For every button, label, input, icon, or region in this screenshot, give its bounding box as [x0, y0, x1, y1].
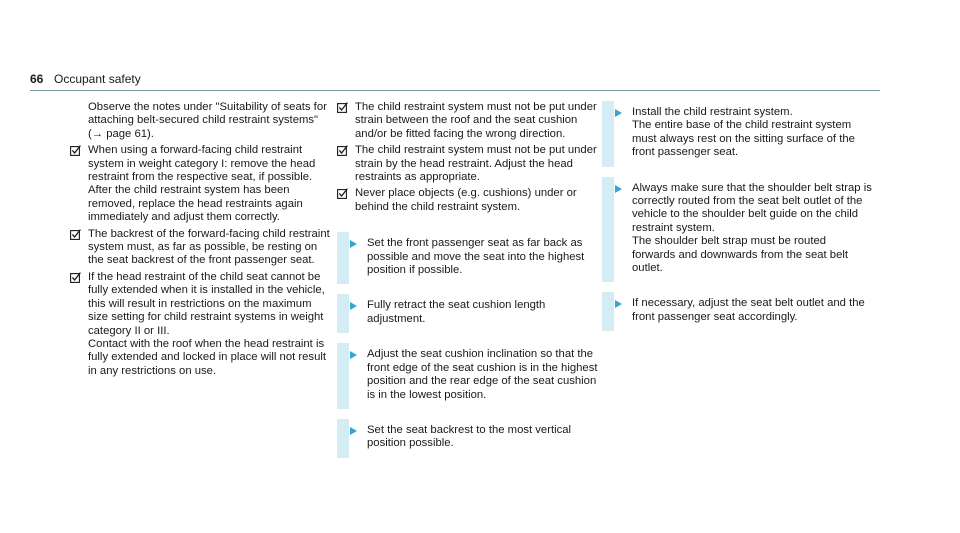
- check-box-icon: [337, 102, 348, 113]
- check-item: [337, 187, 599, 214]
- check-item: [70, 228, 330, 268]
- step-item: [337, 232, 599, 284]
- check-box-icon: [70, 229, 81, 240]
- step-bar: [337, 343, 349, 409]
- check-box-icon: [70, 145, 81, 156]
- check-item: [337, 101, 599, 141]
- check-text: The child restraint system must not be put under strain between the roof and the seat cushion and/or be fitted facing the wrong direction.: [355, 101, 597, 140]
- step-bar: [337, 419, 349, 458]
- intro-paragraph: [70, 101, 330, 141]
- step-arrow-icon: [350, 351, 357, 359]
- check-subtext: After the child restraint system has been removed, replace the head restraints again immediately and adjust them correctly.: [88, 184, 303, 224]
- step-bar: [337, 294, 349, 333]
- check-item: [70, 271, 330, 378]
- step-arrow-icon: [350, 240, 357, 248]
- step-text: If necessary, adjust the seat belt outlet and the front passenger seat accordingly.: [632, 297, 865, 323]
- step-item: [337, 294, 599, 333]
- step-text: Install the child restraint system.: [632, 106, 793, 118]
- step-text: Fully retract the seat cushion length adjustment.: [367, 299, 546, 325]
- step-bar: [337, 232, 349, 284]
- check-box-icon: [337, 188, 348, 199]
- page-number: 66: [30, 72, 44, 86]
- column-1: [70, 101, 330, 381]
- step-arrow-icon: [615, 300, 622, 308]
- intro-text: Observe the notes under "Suitability of seats for attaching belt-secured child restraint systems" (→ page 61).: [88, 101, 327, 140]
- column-2: [337, 101, 599, 468]
- step-item: [602, 177, 872, 283]
- step-arrow-icon: [615, 185, 622, 193]
- check-text: The child restraint system must not be put under strain by the head restraint. Adjust the head restraints as appropriate.: [355, 144, 597, 184]
- header-divider: [30, 90, 880, 91]
- step-item: [337, 343, 599, 409]
- step-bar: [602, 177, 614, 283]
- step-item: [602, 292, 872, 331]
- check-item: [70, 144, 330, 224]
- step-text: Set the seat backrest to the most vertical position possible.: [367, 423, 572, 450]
- check-subtext: Contact with the roof when the head restraint is fully extended and locked in place will not result in any restrictions on use.: [88, 337, 327, 377]
- section-title: Occupant safety: [54, 72, 141, 86]
- step-subtext: The entire base of the child restraint system must always rest on the sitting surface of the front passenger seat.: [632, 119, 855, 159]
- check-box-icon: [337, 145, 348, 156]
- step-arrow-icon: [615, 109, 622, 117]
- column-3: [602, 101, 872, 341]
- check-text: If the head restraint of the child seat cannot be fully extended when it is installed in the vehicle, this will result in restrictions on the maximum size setting for child restraint systems in weight category II or III.: [88, 270, 325, 337]
- check-box-icon: [70, 272, 81, 283]
- check-item: [337, 144, 599, 184]
- check-text: When using a forward-facing child restraint system in weight category I: remove the head restraint from the respective seat, if possible.: [88, 144, 316, 184]
- step-arrow-icon: [350, 427, 357, 435]
- step-item: [602, 101, 872, 167]
- step-item: [337, 419, 599, 458]
- check-text: Never place objects (e.g. cushions) under or behind the child restraint system.: [355, 187, 577, 213]
- check-text: The backrest of the forward-facing child restraint system must, as far as possible, be resting on the seat backrest of the front passenger seat.: [88, 227, 330, 267]
- step-text: Adjust the seat cushion inclination so that the front edge of the seat cushion is in the highest position and the rear edge of the seat cushion is in the lowest position.: [367, 348, 598, 401]
- step-text: Set the front passenger seat as far back as possible and move the seat into the highest position if possible.: [367, 237, 585, 277]
- step-bar: [602, 101, 614, 167]
- check-list: [337, 101, 599, 214]
- step-text: Always make sure that the shoulder belt strap is correctly routed from the seat belt outlet of the vehicle to the shoulder belt guide on the child restraint system.: [632, 181, 872, 234]
- step-bar: [602, 292, 614, 331]
- step-arrow-icon: [350, 302, 357, 310]
- step-subtext: The shoulder belt strap must be routed forwards and downwards from the seat belt outlet.: [632, 235, 849, 275]
